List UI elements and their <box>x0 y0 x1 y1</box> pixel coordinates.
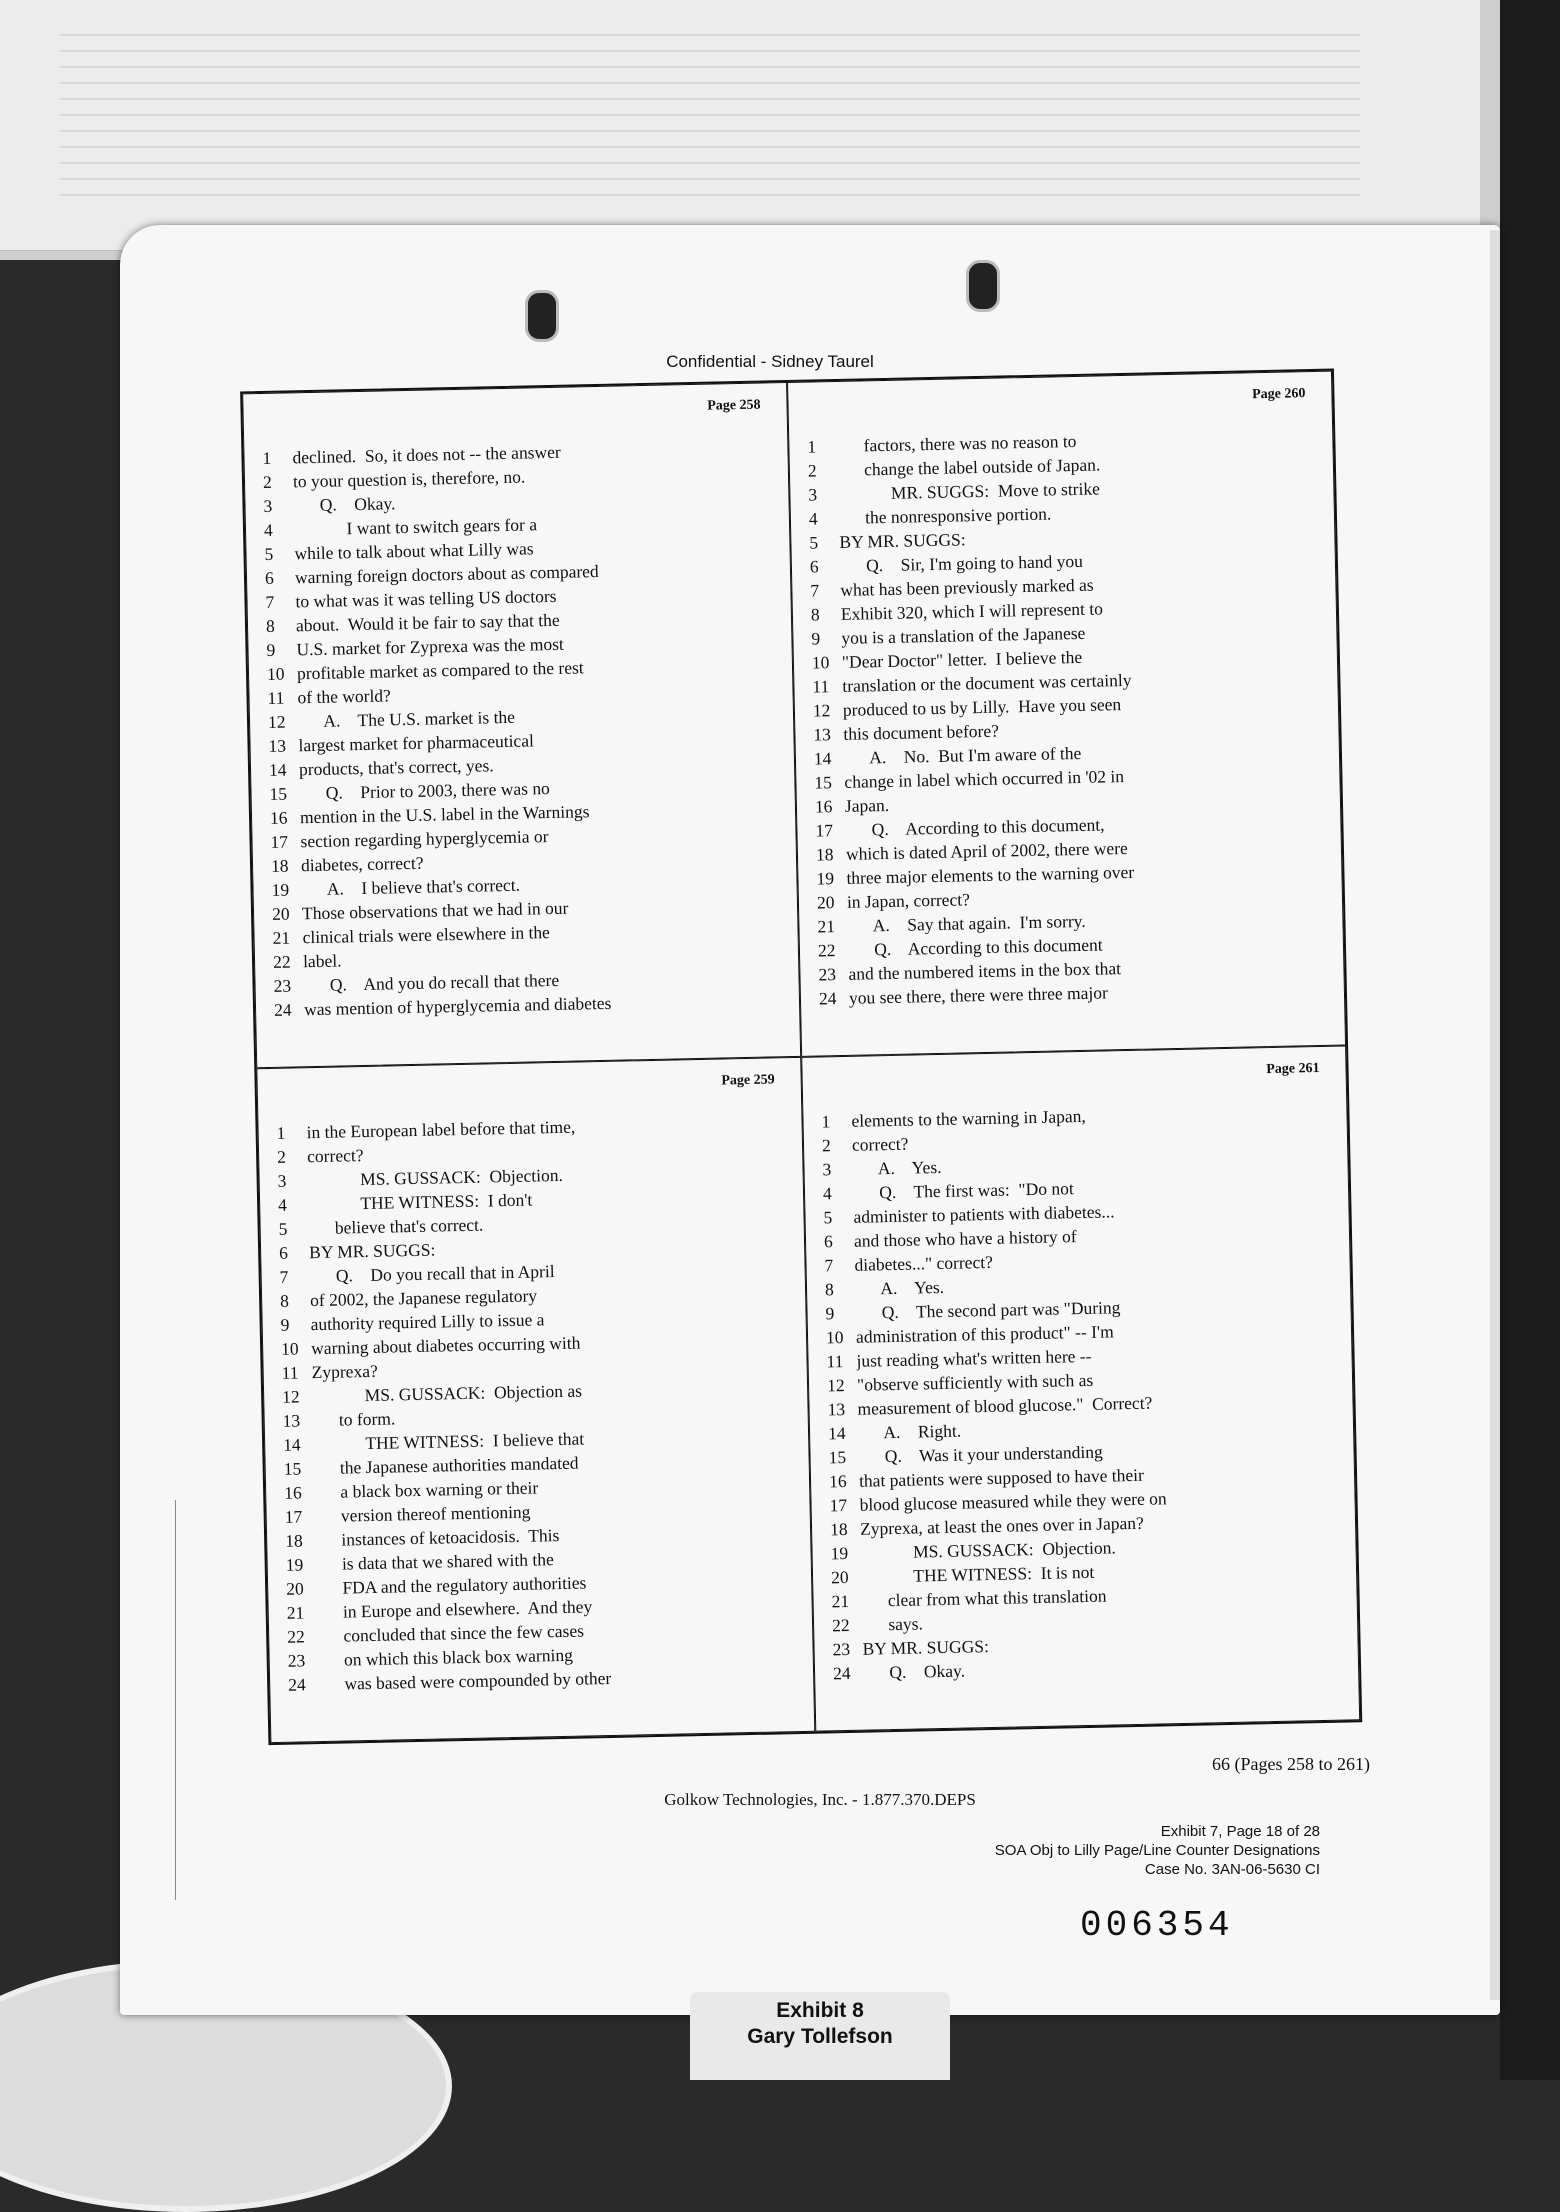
line-number: 19 <box>271 879 290 900</box>
line-text: in Europe and elsewhere. And they <box>316 1596 593 1623</box>
line-number: 24 <box>273 999 292 1020</box>
line-number: 2 <box>807 460 817 481</box>
line-text: products, that's correct, yes. <box>298 755 494 780</box>
line-text: profitable market as compared to the rest <box>296 657 584 684</box>
line-number: 10 <box>825 1327 844 1348</box>
line-number: 13 <box>268 735 287 756</box>
line-text: is data that we shared with the <box>315 1549 554 1575</box>
line-text: Q. Prior to 2003, there was no <box>299 778 551 804</box>
line-number: 19 <box>285 1554 304 1575</box>
page-number-label: Page 259 <box>721 1072 775 1089</box>
line-text: just reading what's written here -- <box>856 1345 1092 1371</box>
line-text: BY MR. SUGGS: <box>308 1239 436 1263</box>
line-text: that patients were supposed to have their <box>858 1464 1144 1491</box>
line-text: in the European label before that time, <box>306 1116 576 1143</box>
line-number: 7 <box>810 580 820 601</box>
line-text: Q. Sir, I'm going to hand you <box>839 550 1084 576</box>
line-text: declined. So, it does not -- the answer <box>292 441 561 468</box>
page-number-label: Page 260 <box>1251 386 1306 403</box>
quadrant-page-260 <box>787 371 1346 1057</box>
line-number: 8 <box>824 1279 835 1300</box>
line-text: concluded that since the few cases <box>316 1620 585 1647</box>
line-text: "observe sufficiently with such as <box>856 1369 1094 1395</box>
line-text: A. I believe that's correct. <box>301 874 521 900</box>
line-number: 2 <box>262 471 272 492</box>
line-number: 11 <box>267 687 285 708</box>
line-text: BY MR. SUGGS: <box>862 1636 990 1659</box>
line-text: which is dated April of 2002, there were <box>845 837 1128 864</box>
line-text: of 2002, the Japanese regulatory <box>309 1285 538 1311</box>
line-text: and those who have a history of <box>853 1226 1077 1251</box>
transcript-grid <box>240 369 1362 1746</box>
line-number: 18 <box>284 1530 303 1551</box>
line-number: 22 <box>817 940 836 961</box>
line-number: 2 <box>821 1135 831 1156</box>
line-text: warning foreign doctors about as compared <box>294 560 599 588</box>
line-number: 3 <box>808 484 818 505</box>
page-number-label: Page 261 <box>1266 1061 1320 1078</box>
line-text: A. Yes. <box>852 1156 942 1179</box>
line-number: 23 <box>287 1650 306 1671</box>
line-number: 22 <box>831 1614 850 1636</box>
line-number: 21 <box>286 1602 305 1623</box>
line-text: MR. SUGGS: Move to strike <box>838 478 1101 504</box>
line-text: A. The U.S. market is the <box>297 706 516 732</box>
line-text: Zyprexa? <box>311 1360 378 1383</box>
line-text: I want to switch gears for a <box>293 514 538 540</box>
line-number: 7 <box>265 591 275 612</box>
confidential-header: Confidential - Sidney Taurel <box>666 352 874 371</box>
line-text: warning about diabetes occurring with <box>310 1332 581 1359</box>
line-text: correct? <box>851 1133 909 1155</box>
line-number: 4 <box>822 1183 833 1204</box>
line-number: 7 <box>824 1255 834 1276</box>
line-number: 10 <box>811 652 830 673</box>
line-number: 11 <box>812 676 830 697</box>
line-text: Q. Okay. <box>862 1660 966 1683</box>
exhibit-line: Case No. 3AN-06-5630 CI <box>1144 1861 1320 1878</box>
line-number: 4 <box>263 519 273 540</box>
line-text: measurement of blood glucose." Correct? <box>857 1392 1153 1419</box>
line-number: 20 <box>271 903 290 924</box>
line-number: 9 <box>811 628 821 649</box>
line-number: 18 <box>815 844 834 865</box>
line-number: 10 <box>266 663 285 684</box>
line-number: 4 <box>277 1194 288 1215</box>
line-text: Q. The first was: "Do not <box>852 1178 1074 1203</box>
binder-ring-icon <box>525 290 559 342</box>
line-number: 6 <box>278 1242 289 1263</box>
line-text: correct? <box>306 1145 364 1167</box>
line-text: "Dear Doctor" letter. I believe the <box>841 646 1083 672</box>
line-text: largest market for pharmaceutical <box>298 730 535 756</box>
line-text: was mention of hyperglycemia and diabetes <box>303 992 612 1020</box>
line-number: 16 <box>828 1470 847 1492</box>
transcript-lines <box>821 1099 1348 1686</box>
line-number: 23 <box>832 1638 851 1660</box>
line-number: 14 <box>282 1434 301 1455</box>
line-number: 9 <box>266 639 276 660</box>
line-text: A. Say that again. I'm sorry. <box>847 910 1086 936</box>
line-number: 24 <box>818 988 837 1009</box>
line-number: 6 <box>264 567 274 588</box>
quadrant-page-258 <box>242 382 801 1068</box>
line-number: 20 <box>285 1578 304 1599</box>
previous-page-flipped <box>0 0 1480 251</box>
line-number: 15 <box>269 783 288 804</box>
line-number: 12 <box>812 700 831 721</box>
line-text: A. Right. <box>857 1420 962 1443</box>
bates-number: 006354 <box>1080 1905 1234 1946</box>
margin-rule <box>175 1500 176 1900</box>
line-number: 9 <box>825 1303 835 1324</box>
line-text: A. No. But I'm aware of the <box>843 742 1082 768</box>
line-number: 12 <box>826 1375 845 1396</box>
line-number: 11 <box>281 1362 299 1383</box>
line-number: 16 <box>283 1482 302 1503</box>
line-text: elements to the warning in Japan, <box>851 1105 1086 1131</box>
line-number: 21 <box>831 1590 850 1612</box>
line-number: 12 <box>281 1386 300 1407</box>
line-number: 14 <box>827 1423 846 1444</box>
line-number: 18 <box>270 855 289 876</box>
line-text: says. <box>861 1613 924 1635</box>
line-number: 9 <box>280 1314 290 1335</box>
line-text: BY MR. SUGGS: <box>839 529 966 552</box>
line-text: the Japanese authorities mandated <box>313 1452 579 1479</box>
line-text: change the label outside of Japan. <box>837 454 1101 480</box>
line-number: 13 <box>813 724 832 745</box>
line-number: 8 <box>265 615 275 636</box>
line-text: instances of ketoacidosis. This <box>314 1525 560 1551</box>
line-number: 3 <box>822 1159 832 1180</box>
line-number: 21 <box>272 927 291 948</box>
line-number: 23 <box>818 964 837 985</box>
transcript-lines <box>262 435 789 1022</box>
line-text: in Japan, correct? <box>846 889 971 912</box>
line-number: 5 <box>264 543 274 564</box>
line-number: 12 <box>267 711 286 732</box>
line-number: 2 <box>276 1146 287 1167</box>
line-text: Japan. <box>844 794 890 816</box>
line-number: 14 <box>268 759 287 780</box>
line-text: this document before? <box>843 720 1000 744</box>
line-number: 5 <box>823 1207 833 1228</box>
line-number: 22 <box>287 1626 305 1647</box>
line-text: clinical trials were elsewhere in the <box>302 922 551 948</box>
line-text: blood glucose measured while they were on <box>859 1488 1167 1515</box>
exhibit-tab-name: Gary Tollefson <box>747 2025 893 2048</box>
line-text: to your question is, therefore, no. <box>292 466 526 492</box>
line-text: A. Yes. <box>854 1276 945 1299</box>
line-number: 13 <box>827 1399 846 1420</box>
line-number: 21 <box>817 916 836 937</box>
line-text: while to talk about what Lilly was <box>294 538 534 564</box>
line-text: Zyprexa, at least the ones over in Japan? <box>859 1512 1145 1539</box>
desk-edge <box>1500 0 1560 2080</box>
line-text: FDA and the regulatory authorities <box>315 1572 587 1599</box>
court-reporter-company: Golkow Technologies, Inc. - 1.877.370.DEPS <box>664 1790 976 1809</box>
line-number: 15 <box>814 772 833 793</box>
line-text: Q. According to this document, <box>845 814 1105 840</box>
line-number: 19 <box>830 1542 849 1564</box>
line-text: three major elements to the warning over <box>846 861 1135 888</box>
line-number: 18 <box>829 1518 848 1540</box>
line-text: MS. GUSSACK: Objection. <box>860 1537 1116 1563</box>
line-number: 10 <box>280 1338 299 1359</box>
line-number: 1 <box>807 436 817 457</box>
line-number: 17 <box>829 1494 848 1516</box>
transcript-lines <box>807 424 1334 1011</box>
binder-ring-icon <box>966 260 1000 312</box>
line-number: 3 <box>277 1170 287 1191</box>
line-number: 24 <box>832 1662 851 1684</box>
line-text: diabetes, correct? <box>300 852 424 876</box>
page-range: 66 (Pages 258 to 261) <box>1212 1754 1370 1774</box>
line-text: clear from what this translation <box>861 1585 1107 1611</box>
line-text: what has been previously marked as <box>840 574 1094 600</box>
line-text: Exhibit 320, which I will represent to <box>840 598 1104 624</box>
line-text: administration of this product" -- I'm <box>855 1321 1114 1347</box>
line-text: label. <box>302 950 342 972</box>
line-text: section regarding hyperglycemia or <box>300 826 549 852</box>
line-number: 5 <box>278 1218 288 1239</box>
line-text: about. Would it be fair to say that the <box>295 609 560 636</box>
line-text: Q. And you do recall that there <box>303 969 560 996</box>
line-text: mention in the U.S. label in the Warnings <box>299 801 590 828</box>
line-text: MS. GUSSACK: Objection as <box>311 1380 583 1407</box>
line-text: translation or the document was certainly <box>842 669 1132 696</box>
line-text: of the world? <box>297 685 392 708</box>
exhibit-line: SOA Obj to Lilly Page/Line Counter Designations <box>994 1842 1320 1859</box>
line-text: MS. GUSSACK: Objection. <box>307 1164 564 1191</box>
line-text: U.S. market for Zyprexa was the most <box>296 633 564 660</box>
line-text: produced to us by Lilly. Have you seen <box>842 694 1122 720</box>
line-text: factors, there was no reason to <box>837 430 1077 456</box>
line-text: Q. Was it your understanding <box>858 1441 1103 1467</box>
transcript-lines <box>276 1110 803 1697</box>
line-text: THE WITNESS: I believe that <box>312 1428 585 1455</box>
line-number: 6 <box>823 1231 834 1252</box>
line-number: 1 <box>276 1122 286 1143</box>
line-number: 7 <box>279 1266 289 1287</box>
line-text: administer to patients with diabetes... <box>853 1201 1115 1227</box>
line-number: 23 <box>273 975 292 996</box>
line-number: 14 <box>813 748 832 769</box>
line-number: 17 <box>270 831 289 852</box>
line-number: 24 <box>288 1674 306 1695</box>
line-number: 5 <box>809 532 819 553</box>
line-text: you see there, there were three major <box>848 982 1109 1008</box>
line-text: Q. The second part was "During <box>855 1297 1121 1323</box>
line-text: to form. <box>312 1408 396 1431</box>
line-number: 15 <box>283 1458 302 1479</box>
line-number: 3 <box>263 495 273 516</box>
line-text: version thereof mentioning <box>314 1501 531 1527</box>
line-number: 4 <box>808 508 818 529</box>
line-text: diabetes..." correct? <box>854 1251 994 1275</box>
exhibit-tab-title: Exhibit 8 <box>776 1999 864 2022</box>
line-text: the nonresponsive portion. <box>838 503 1052 528</box>
line-number: 1 <box>262 447 272 468</box>
line-number: 8 <box>810 604 820 625</box>
line-text: Q. According to this document <box>847 934 1103 960</box>
quadrant-page-261 <box>801 1045 1360 1731</box>
line-number: 11 <box>826 1351 844 1372</box>
line-text: on which this black box warning <box>317 1644 574 1671</box>
line-number: 22 <box>272 951 291 972</box>
line-text: believe that's correct. <box>308 1214 484 1239</box>
line-number: 15 <box>828 1447 847 1468</box>
line-text: a black box warning or their <box>313 1477 539 1503</box>
line-number: 19 <box>816 868 835 889</box>
line-number: 16 <box>814 796 833 817</box>
line-text: you is a translation of the Japanese <box>841 622 1086 648</box>
line-text: and the numbered items in the box that <box>848 958 1122 984</box>
page-stack-edge <box>1490 230 1500 2000</box>
line-text: change in label which occurred in '02 in <box>844 766 1125 792</box>
line-number: 17 <box>284 1506 303 1527</box>
line-text: was based were compounded by other <box>317 1667 612 1695</box>
line-text: to what was it was telling US doctors <box>295 585 557 612</box>
line-number: 20 <box>830 1566 849 1588</box>
line-number: 13 <box>282 1410 301 1431</box>
line-number: 16 <box>269 807 288 828</box>
line-number: 17 <box>815 820 834 841</box>
line-text: authority required Lilly to issue a <box>310 1309 545 1335</box>
exhibit-tab[interactable] <box>690 1992 950 2080</box>
page-number-label: Page 258 <box>707 397 761 414</box>
line-text: Q. Okay. <box>293 493 396 516</box>
exhibit-stamp <box>995 1822 1320 1879</box>
line-text: Q. Do you recall that in April <box>309 1261 555 1287</box>
line-number: 6 <box>809 556 819 577</box>
line-number: 8 <box>279 1290 290 1311</box>
line-number: 1 <box>821 1111 831 1132</box>
line-text: THE WITNESS: I don't <box>307 1189 533 1215</box>
line-number: 20 <box>816 892 835 913</box>
faded-text <box>60 20 1360 200</box>
quadrant-page-259 <box>256 1057 815 1743</box>
line-text: Those observations that we had in our <box>301 897 569 924</box>
line-text: THE WITNESS: It is not <box>860 1561 1095 1587</box>
exhibit-line: Exhibit 7, Page 18 of 28 <box>1160 1823 1320 1840</box>
